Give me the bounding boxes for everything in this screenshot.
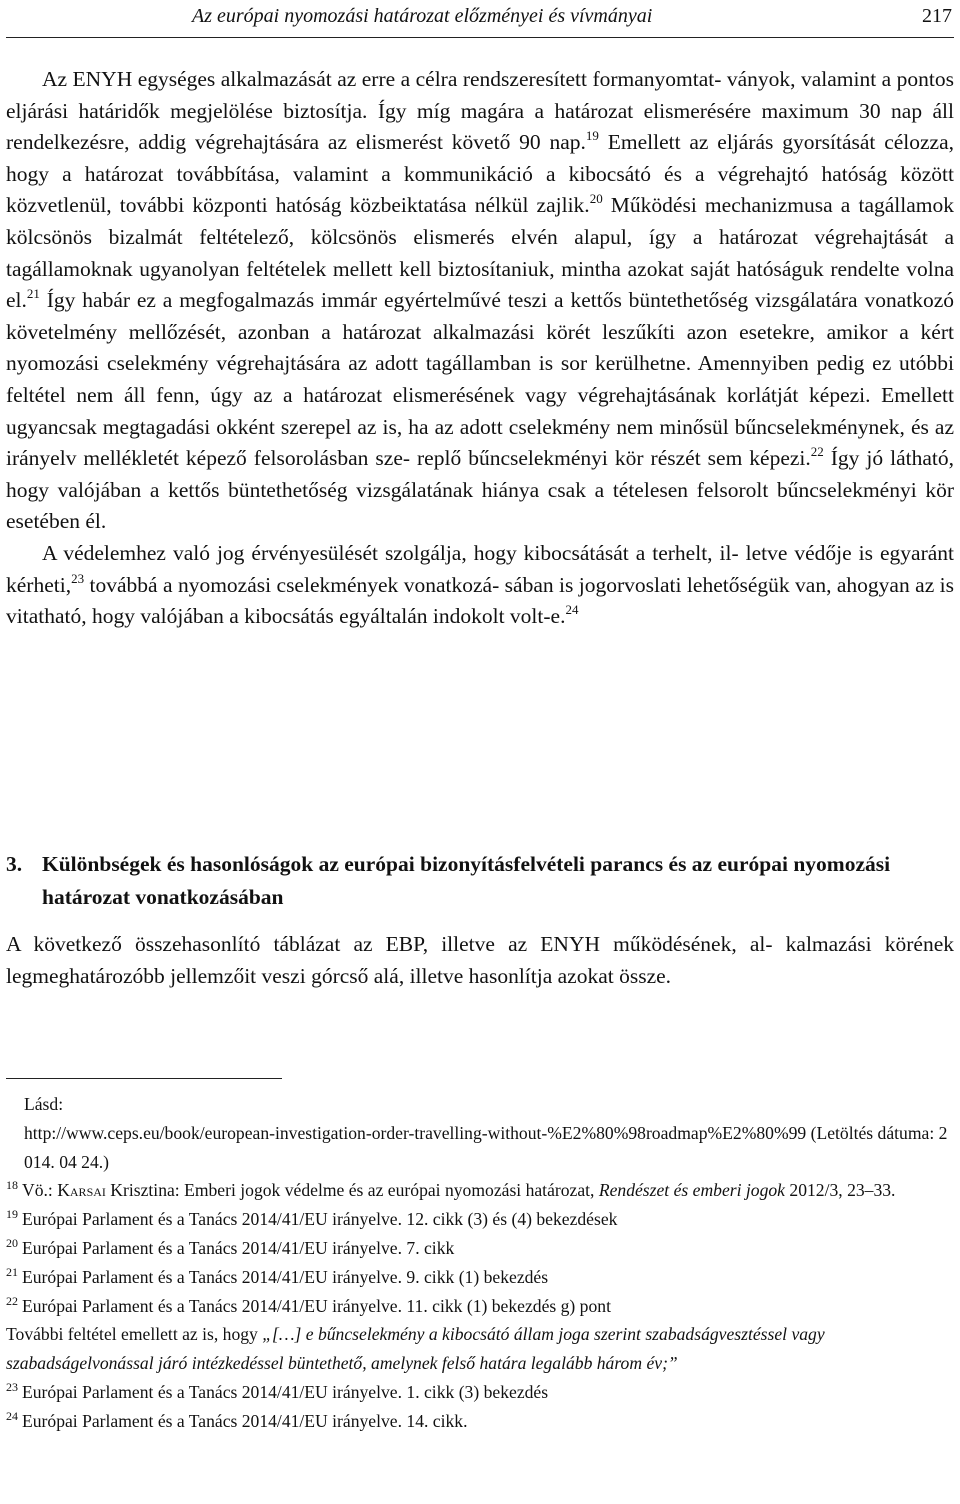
footnote-link[interactable]: http://www.ceps.eu/book/european-investigation-order-travelling-without-%E2%80%98roadmap%E2%80%99	[24, 1122, 807, 1143]
footnote-23-text: Európai Parlament és a Tanács 2014/41/EU irányelve. 1. cikk (3) bekezdés	[22, 1381, 549, 1402]
footnote-22-text: Európai Parlament és a Tanács 2014/41/EU irányelve. 11. cikk (1) bekezdés g) pont	[22, 1295, 611, 1316]
footnote-number-20: 20	[6, 1235, 18, 1250]
footnote-18-text-b: Krisztina: Emberi jogok védelme és az európai nyomozási határozat,	[105, 1180, 599, 1201]
section-heading	[6, 848, 954, 914]
footnote-download-date: (Letöltés dátuma: 2014. 04 24.)	[24, 1122, 948, 1172]
footnote-20	[6, 1234, 954, 1263]
footnote-18-text-c: 2012/3, 23–33.	[785, 1180, 896, 1201]
footnote-22-continuation	[6, 1320, 954, 1378]
paragraph-1-text-c: Működési mechanizmusa a tagállamok kölcsönös bizalmát feltételező, kölcsönös elismerés elvén alapul, így a határozat végrehajtását a tagállamoknak ugyanolyan feltételek mellett kell biztosítaniuk, mintha azokat saját hatóságuk rendelte volna el.	[6, 193, 954, 313]
running-header	[6, 4, 952, 28]
running-header-title: Az európai nyomozási határozat előzményei és vívmányai	[192, 5, 653, 27]
footnote-ref-21[interactable]: 21	[26, 286, 40, 302]
footnote-24	[6, 1407, 954, 1436]
footnote-ref-19[interactable]: 19	[585, 128, 599, 144]
paragraph-2-text-b: továbbá a nyomozási cselekmények vonatkozá- sában is jogorvoslati lehetőségük van, ahogyan az is vitatható, hogy valójában a kibocsátás egyáltalán indokolt volt-e.	[6, 572, 954, 629]
page-number: 217	[922, 5, 952, 27]
section-number: 3.	[6, 852, 23, 876]
footnote-number-22: 22	[6, 1293, 18, 1308]
footnote-continuation-label: Lásd:	[24, 1094, 64, 1114]
footnote-number-18: 18	[6, 1178, 18, 1193]
paragraph-1-text-e: Így jó látható, hogy valójában a kettős büntethetőség vizsgálatának hiánya csak a tételesen felsorolt bűncselekményi kör esetében él.	[6, 446, 955, 534]
paragraph-1-text-d: Így habár ez a megfogalmazás immár egyértelművé teszi a kettős büntethetőség vizsgálatára vonatkozó követelmény mellőzését, azonban a határozat alkalmazási körét leszűkíti azon esetekre, amikor a kért nyomozási cselekmény végrehajtására az adott tagállamban is sor kerülhetne. Amennyiben pedig ez utóbbi feltétel nem áll fenn, úgy az a határozat elismerésének vagy végrehajtásának korlátját képezi. Emellett ugyancsak megtagadási okként szerepel az is, ha az adott cselekmény nem minősül bűncselekménynek, és az irányelv mellékletét képező felsorolásban sze- replő bűncselekményi kör részét sem képezi.	[6, 288, 954, 471]
footnote-19	[6, 1205, 954, 1234]
footnote-number-24: 24	[6, 1408, 18, 1423]
footnote-23	[6, 1378, 954, 1407]
paragraph-2-text-a: A védelemhez való jog érvényesülését szolgálja, hogy kibocsátását a terhelt, il- letve védője is egyaránt kérheti,	[6, 540, 954, 597]
footnote-ref-24[interactable]: 24	[565, 602, 579, 618]
footnote-ref-22[interactable]: 22	[810, 444, 824, 460]
section-title: Különbségek és hasonlóságok az európai bizonyításfelvételi parancs és az európai nyomozási határozat vonatkozásában	[42, 852, 891, 909]
footnote-22	[6, 1292, 954, 1321]
footnote-20-text: Európai Parlament és a Tanács 2014/41/EU irányelve. 7. cikk	[22, 1237, 455, 1258]
footnote-number-23: 23	[6, 1379, 18, 1394]
footnote-22-extra-text: További feltétel emellett az is, hogy	[6, 1324, 263, 1345]
paragraph-1-text-a: Az ENYH egységes alkalmazását az erre a célra rendszeresített formanyomtat- ványok, valamint a pontos eljárási határidők megjelölése biztosítja. Így míg magára a határozat elismerésére maximum 30 nap áll rendelkezésre, addig végrehajtására az elismerést követő 90 nap.	[6, 67, 954, 155]
body-text	[6, 64, 954, 633]
footnote-continuation-url	[6, 1119, 954, 1177]
footnote-separator	[6, 1078, 282, 1079]
footnote-ref-23[interactable]: 23	[71, 570, 85, 586]
paragraph-1-text-b: Emellett az eljárás gyorsítását célozza, hogy a határozat továbbítása, valamint a kommunikáció a kibocsátó és a végrehajtó hatóság között közvetlenül, további központi hatóság közbeiktatása nélkül zajlik.	[6, 130, 955, 218]
paragraph-2	[6, 538, 954, 633]
footnote-ref-20[interactable]: 20	[589, 191, 603, 207]
footnote-24-text: Európai Parlament és a Tanács 2014/41/EU irányelve. 14. cikk.	[22, 1410, 468, 1431]
footnote-number-21: 21	[6, 1264, 18, 1279]
footnote-18	[6, 1176, 954, 1205]
paragraph-1	[6, 64, 954, 538]
footnote-19-text: Európai Parlament és a Tanács 2014/41/EU irányelve. 12. cikk (3) és (4) bekezdések	[22, 1209, 618, 1230]
footnote-22-quotation: „[…] e bűncselekmény a kibocsátó állam joga szerint szabadságvesztéssel vagy szabadságelvonással járó intézkedéssel büntethető, amelynek felső határa legalább három év;”	[6, 1324, 825, 1374]
footnote-18-text-a: Vö.:	[22, 1180, 58, 1201]
header-rule	[6, 37, 954, 38]
footnote-21	[6, 1263, 954, 1292]
footnotes	[6, 1090, 954, 1436]
footnote-number-19: 19	[6, 1207, 18, 1222]
footnote-18-author: Karsai	[57, 1180, 106, 1201]
footnote-18-journal: Rendészet és emberi jogok	[598, 1180, 785, 1201]
footnote-21-text: Európai Parlament és a Tanács 2014/41/EU irányelve. 9. cikk (1) bekezdés	[22, 1266, 549, 1287]
paragraph-after-heading: A következő összehasonlító táblázat az EBP, illetve az ENYH működésének, al- kalmazási körének legmeghatározóbb jellemzőit veszi górcső alá, illetve hasonlítja azokat össze.	[6, 932, 954, 988]
